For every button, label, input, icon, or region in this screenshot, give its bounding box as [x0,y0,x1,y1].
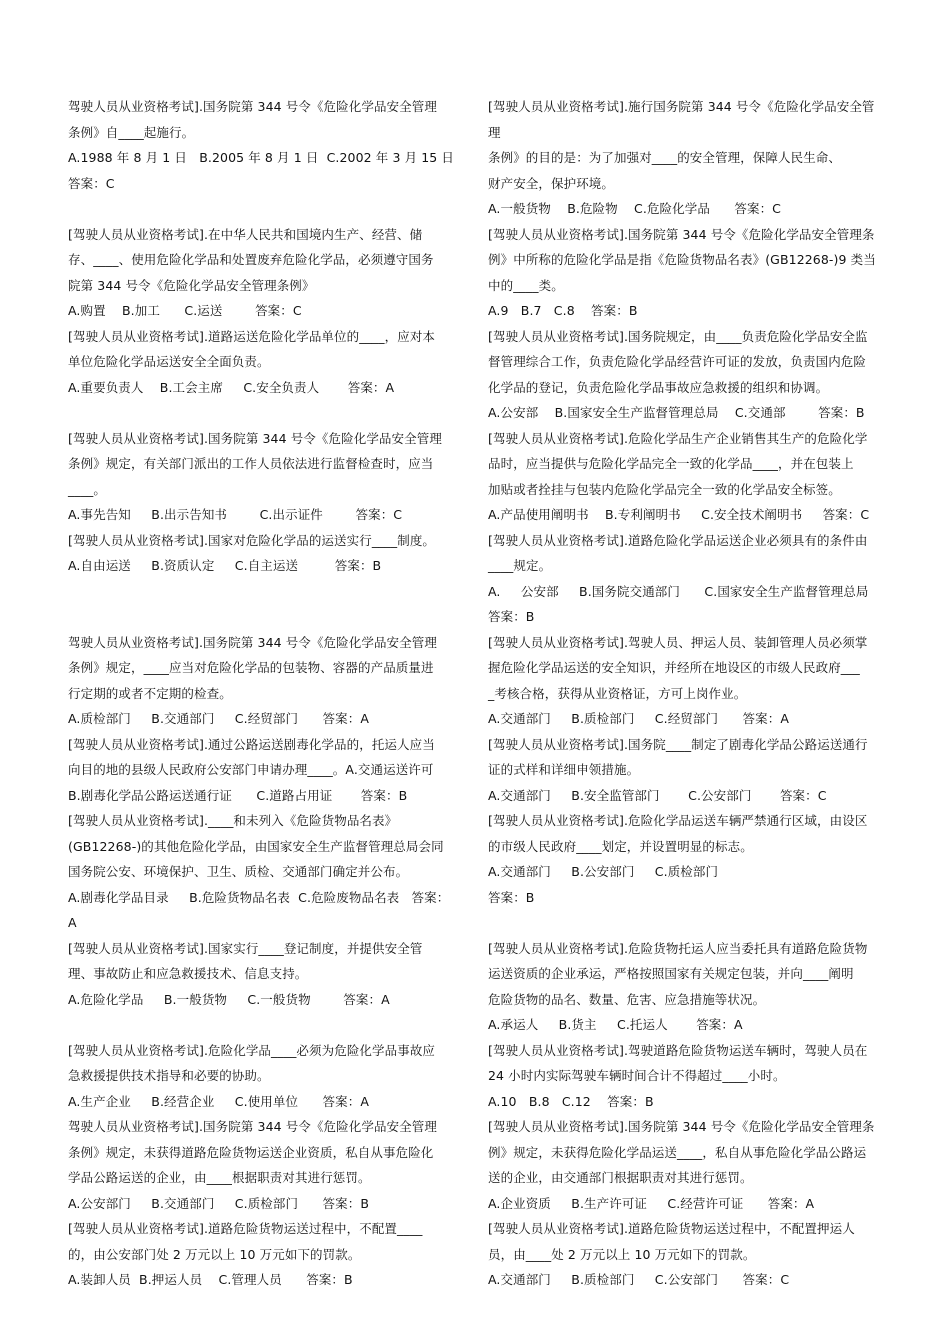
question-block-right [488,94,884,222]
question-text-line: 的，由公安部门处 2 万元以上 10 万元如下的罚款。 [68,1246,361,1262]
question-text-line: [驾驶人员从业资格考试].危险化学品运送车辆严禁通行区域，由设区 [488,813,868,828]
question-text-line: 中的____类。 [488,277,564,293]
question-text-line: 条例》规定，有关部门派出的工作人员依法进行监督检查时，应当 [68,456,434,471]
question-text-line: [驾驶人员从业资格考试].道路危险化学品运送企业必须具有的条件由 [488,532,868,548]
question-block-left [68,324,464,426]
question-text-line: 财产安全，保护环境。 [488,175,615,191]
question-text-line: [驾驶人员从业资格考试].危险化学品生产企业销售其生产的危险化学 [488,430,868,446]
question-text-line: A.公安部门 B.交通部门 C.质检部门 答案：B [68,1195,370,1211]
question-block-left [68,732,464,809]
question-text-line: A.生产企业 B.经营企业 C.使用单位 答案：A [68,1093,369,1109]
question-text-line: 理、事故防止和应急救援技术、信息支持。 [68,966,308,981]
question-row [68,732,884,809]
question-text-line: (GB12268-)的其他危险化学品，由国家安全生产监督管理总局会同 [68,838,444,854]
question-text-line: A.企业资质 B.生产许可证 C.经营许可证 答案：A [488,1195,815,1211]
question-text-line: 运送资质的企业承运，严格按照国家有关规定包装，并向____阐明 [488,966,854,981]
question-block-left [68,1216,464,1293]
question-text-line: [驾驶人员从业资格考试].驾驶人员、押运人员、装卸管理人员必须掌 [488,634,868,650]
question-text-line: [驾驶人员从业资格考试].道路危险货物运送过程中，不配置押运人 [488,1221,855,1236]
question-text-line: 驾驶人员从业资格考试].国务院第 344 号令《危险化学品安全管理 [68,634,437,650]
question-text-line: 24 小时内实际驾驶车辆时间合计不得超过____小时。 [488,1068,786,1083]
question-block-right [488,1114,884,1216]
question-text-line: [驾驶人员从业资格考试].道路危险货物运送过程中，不配置____ [68,1221,423,1236]
question-row [68,1216,884,1293]
question-text-line: 送的企业，由交通部门根据职责对其进行惩罚。 [488,1170,753,1185]
question-text-line: 例》中所称的危险化学品是指《危险货物品名表》(GB12268-)9 类当 [488,252,876,267]
question-block-right [488,808,884,936]
question-text-line: [驾驶人员从业资格考试].国务院第 344 号令《危险化学品安全管理条 [488,1119,875,1134]
question-text-line: 国务院公安、环境保护、卫生、质检、交通部门确定并公布。 [68,864,409,879]
question-text-line: A.购置 B.加工 C.运送 答案：C [68,303,302,318]
question-block-right [488,630,884,732]
question-block-left [68,936,464,1038]
question-block-right [488,222,884,324]
question-text-line: ____规定。 [488,558,552,573]
question-text-line: 员，由____处 2 万元以上 10 万元如下的罚款。 [488,1246,756,1262]
question-text-line: A.10 B.8 C.12 答案：B [488,1093,654,1109]
question-text-line: [驾驶人员从业资格考试].国务院____制定了剧毒化学品公路运送通行 [488,736,868,752]
question-text-line: [驾驶人员从业资格考试].国家对危险化学品的运送实行____制度。 [68,532,436,548]
question-text-line: A.自由运送 B.资质认定 C.自主运送 答案：B [68,558,382,573]
question-block-left [68,1038,464,1115]
question-text-line: [驾驶人员从业资格考试].在中华人民共和国境内生产、经营、储 [68,226,423,242]
question-text-line: 答案：B [488,889,535,905]
question-text-line: 条例》的目的是：为了加强对____的安全管理，保障人民生命、 [488,150,842,165]
question-text-line: A.产品使用阐明书 B.专利阐明书 C.安全技术阐明书 答案：C [488,507,870,522]
question-text-line: 条例》自____起施行。 [68,124,195,140]
question-grid [68,94,884,1293]
question-block-right [488,1038,884,1115]
question-text-line: 单位危险化学品运送安全全面负责。 [68,354,270,369]
question-text-line: A.装卸人员 B.押运人员 C.管理人员 答案：B [68,1272,353,1287]
question-text-line: 加贴或者拴挂与包装内危险化学品完全一致的化学品安全标签。 [488,481,841,497]
question-text-line: 握危险化学品运送的安全知识，并经所在地设区的市级人民政府___ [488,660,860,675]
question-text-line: 危险货物的品名、数量、危害、应急措施等状况。 [488,991,766,1007]
question-text-line: A.交通部门 B.公安部门 C.质检部门 [488,864,719,879]
question-text-line: [驾驶人员从业资格考试].危险货物托运人应当委托具有道路危险货物 [488,940,868,956]
question-text-line: 的市级人民政府____划定，并设置明显的标志。 [488,838,753,854]
question-text-line: A.承运人 B.货主 C.托运人 答案：A [488,1017,743,1032]
question-row [68,1114,884,1216]
question-text-line: A. 公安部 B.国务院交通部门 C.国家安全生产监督管理总局 [488,583,869,599]
question-block-right [488,1216,884,1293]
question-text-line: 驾驶人员从业资格考试].国务院第 344 号令《危险化学品安全管理 [68,1119,437,1134]
question-text-line: [驾驶人员从业资格考试].____和未列入《危险货物品名表》 [68,813,398,828]
question-block-right [488,936,884,1038]
question-text-line: 证的式样和详细申领措施。 [488,762,640,777]
question-row [68,630,884,732]
question-text-line: A.剧毒化学品目录 B.危险货物品名表 C.危险废物品名表 答案： [68,889,450,905]
question-block-left [68,808,464,936]
question-text-line: A.9 B.7 C.8 答案：B [488,303,638,318]
question-block-right [488,528,884,630]
question-text-line: A.交通部门 B.安全监管部门 C.公安部门 答案：C [488,787,827,803]
question-text-line: [驾驶人员从业资格考试].通过公路运送剧毒化学品的，托运人应当 [68,736,435,752]
question-text-line: 存、____、使用危险化学品和处置废弃危险化学品，必须遵守国务 [68,252,434,267]
question-text-line: [驾驶人员从业资格考试].国务院第 344 号令《危险化学品安全管理 [68,430,442,446]
question-text-line: A.公安部 B.国家安全生产监督管理总局 C.交通部 答案：B [488,405,865,420]
question-text-line: 学品公路运送的企业，由____根据职责对其进行惩罚。 [68,1170,371,1185]
question-text-line: ____。 [68,481,106,497]
question-block-left [68,630,464,732]
question-text-line: 条例》规定，未获得道路危险货物运送企业资质，私自从事危险化 [68,1144,434,1160]
question-text-line: 行定期的或者不定期的检查。 [68,685,232,701]
question-text-line: 急救援提供技术指导和必要的协助。 [68,1068,270,1083]
question-row [68,324,884,426]
question-text-line: A.一般货物 B.危险物 C.危险化学品 答案：C [488,201,782,216]
question-text-line: B.剧毒化学品公路运送通行证 C.道路占用证 答案：B [68,787,408,803]
question-row [68,528,884,630]
question-text-line: 答案：B [488,609,535,624]
question-text-line: A [68,915,77,930]
question-text-line: [驾驶人员从业资格考试].国务院规定，由____负责危险化学品安全监 [488,328,868,344]
question-text-line: A.质检部门 B.交通部门 C.经贸部门 答案：A [68,711,369,726]
question-text-line: A.事先告知 B.出示告知书 C.出示证件 答案：C [68,507,403,522]
question-text-line: 品时，应当提供与危险化学品完全一致的化学品____，并在包装上 [488,456,854,471]
question-block-left [68,94,464,222]
question-block-right [488,426,884,528]
question-row [68,426,884,528]
question-text-line: A.1988 年 8 月 1 日 B.2005 年 8 月 1 日 C.2002 年 3 月 15 日 [68,150,455,165]
question-block-left [68,222,464,324]
question-block-left [68,528,464,630]
question-text-line: 院第 344 号令《危险化学品安全管理条例》 [68,277,315,293]
question-row [68,936,884,1038]
question-block-left [68,426,464,528]
question-text-line: 督管理综合工作，负责危险化学品经营许可证的发放，负责国内危险 [488,354,867,369]
question-text-line: A.交通部门 B.质检部门 C.经贸部门 答案：A [488,711,789,726]
question-text-line: 向目的地的县级人民政府公安部门申请办理____。A.交通运送许可 [68,762,434,777]
question-text-line: 化学品的登记，负责危险化学品事故应急救援的组织和协调。 [488,379,829,395]
question-text-line: 驾驶人员从业资格考试].国务院第 344 号令《危险化学品安全管理 [68,99,437,114]
question-text-line: A.交通部门 B.质检部门 C.公安部门 答案：C [488,1272,790,1287]
question-text-line: 条例》规定，____应当对危险化学品的包装物、容器的产品质量进 [68,660,434,675]
question-text-line: A.危险化学品 B.一般货物 C.一般货物 答案：A [68,991,390,1007]
question-text-line: 答案：C [68,175,115,191]
question-text-line: _考核合格，获得从业资格证，方可上岗作业。 [488,685,747,701]
question-row [68,808,884,936]
question-block-right [488,324,884,426]
question-text-line: [驾驶人员从业资格考试].国家实行____登记制度，并提供安全管 [68,940,423,956]
question-row [68,222,884,324]
question-text-line: [驾驶人员从业资格考试].施行国务院第 344 号令《危险化学品安全管理 [488,99,875,140]
question-row [68,1038,884,1115]
question-text-line: A.重要负责人 B.工会主席 C.安全负责人 答案：A [68,379,395,395]
question-block-left [68,1114,464,1216]
question-text-line: [驾驶人员从业资格考试].危险化学品____必须为危险化学品事故应 [68,1042,436,1058]
question-text-line: [驾驶人员从业资格考试].驾驶道路危险货物运送车辆时，驾驶人员在 [488,1042,868,1058]
question-row [68,94,884,222]
question-text-line: 例》规定，未获得危险化学品运送____，私自从事危险化学品公路运 [488,1144,867,1160]
question-text-line: [驾驶人员从业资格考试].道路运送危险化学品单位的____，应对本 [68,328,436,344]
question-block-right [488,732,884,809]
question-text-line: [驾驶人员从业资格考试].国务院第 344 号令《危险化学品安全管理条 [488,226,875,242]
